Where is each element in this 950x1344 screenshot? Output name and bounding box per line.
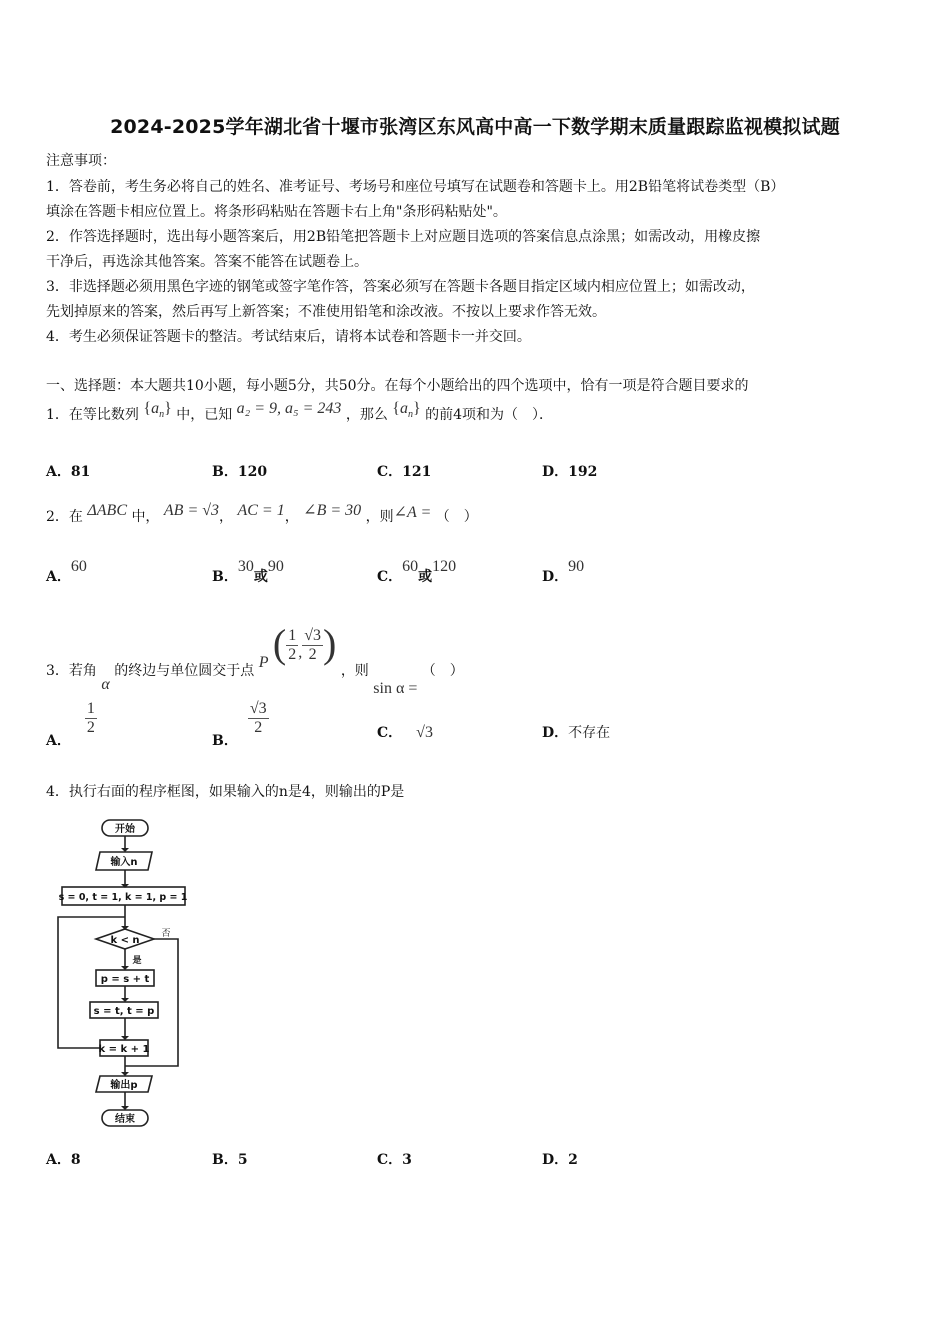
q2-option-c[interactable]: C．60或120 <box>377 558 457 585</box>
q4-option-b[interactable]: B．5 <box>212 1152 248 1168</box>
q1-option-b[interactable]: B．120 <box>212 464 268 480</box>
q3-option-a[interactable]: A． $\frac{1}{2}$ <box>46 700 95 749</box>
q1-text-1: 在等比数列 <box>68 407 139 423</box>
flow-step1-text: p = s + t <box>100 974 150 985</box>
q2-option-b[interactable]: B．30或90 <box>212 558 284 585</box>
flowchart <box>52 812 202 1132</box>
q3-text-1: 若角 <box>68 663 97 679</box>
q2-number: 2． <box>46 509 69 525</box>
notice-heading: 注意事项： <box>46 153 116 169</box>
q3-paren-right: ) <box>323 621 337 666</box>
flow-input-text: 输入n <box>110 857 138 868</box>
flow-no-text: 否 <box>161 929 171 939</box>
q1-text-2: 中，已知 <box>176 407 233 423</box>
q1-option-d[interactable]: D．192 <box>542 464 598 480</box>
q1-number: 1． <box>46 407 69 423</box>
q2-sep-1: ， <box>219 509 234 525</box>
q3-comma: , <box>298 644 303 661</box>
notice-line-1b: 填涂在答题卡相应位置上。将条形码粘贴在答题卡右上角"条形码粘贴处"。 <box>46 204 507 220</box>
notice-line-2b: 干净后，再选涂其他答案。答案不能答在试题卷上。 <box>46 254 368 270</box>
question-2 <box>46 502 478 526</box>
q3-option-b[interactable]: B． $\frac{√3}{2}$ <box>212 700 267 749</box>
q1-condition: a₂ = 9, a₅ = 243 <box>236 400 342 417</box>
question-3 <box>46 612 464 697</box>
q3-point-p: P <box>258 654 269 671</box>
q2-triangle: ΔABC <box>87 502 127 519</box>
q2-ab: AB = √3 <box>163 502 220 519</box>
q2-option-d[interactable]: D．90 <box>542 558 585 585</box>
q2-text-1: 在 <box>68 509 83 525</box>
flow-step2-text: s = t, t = p <box>93 1006 155 1017</box>
q3-text-4: （ ） <box>421 663 464 679</box>
q2-angle-b: ∠B = 30 <box>303 502 362 519</box>
q1-option-c[interactable]: C．121 <box>377 464 432 480</box>
flow-step3-text: k = k + 1 <box>98 1044 150 1055</box>
section-heading: 一、选择题：本大题共10小题，每小题5分，共50分。在每个小题给出的四个选项中，恰有一项是符合题目要求的 <box>46 378 749 394</box>
flow-end-text: 结束 <box>115 1114 135 1125</box>
q3-option-c[interactable]: C． √3 <box>377 724 433 741</box>
q1-seq-1: $\{a_n\}$ <box>143 400 172 421</box>
q4-text: 执行右面的程序框图，如果输入的n是4，则输出的P是 <box>68 784 405 800</box>
q2-text-4: （ ） <box>435 509 478 525</box>
q1-text-4: 的前4项和为（ ）． <box>425 407 554 423</box>
q3-frac-2: $\frac{√3}{2}$ <box>304 626 322 663</box>
q4-option-c[interactable]: C．3 <box>377 1152 412 1168</box>
q2-sep-2: ， <box>284 509 299 525</box>
q3-text-2: 的终边与单位圆交于点 <box>114 663 255 679</box>
q4-option-a[interactable]: A．8 <box>46 1152 81 1168</box>
q2-option-a[interactable]: A．60 <box>46 558 87 585</box>
q2-text-2: 中， <box>131 509 160 525</box>
question-4 <box>46 781 404 801</box>
q3-text-3: ，则 <box>340 663 369 679</box>
q3-number: 3． <box>46 663 69 679</box>
q4-number: 4． <box>46 784 69 800</box>
notice-line-3b: 先划掉原来的答案，然后再写上新答案；不准使用铅笔和涂改液。不按以上要求作答无效。 <box>46 304 606 320</box>
notice-line-4: 4．考生必须保证答题卡的整洁。考试结束后，请将本试卷和答题卡一并交回。 <box>46 329 531 345</box>
q1-seq-2: $\{a_n\}$ <box>392 400 421 421</box>
q3-sin: sin α = <box>373 680 418 697</box>
q2-ac: AC = 1 <box>237 502 285 519</box>
q4-option-d[interactable]: D．2 <box>542 1152 578 1168</box>
notice-line-2a: 2．作答选择题时，选出每小题答案后，用2B铅笔把答题卡上对应题目选项的答案信息点涂黑；如需改动，用橡皮擦 <box>46 229 761 245</box>
q3-alpha: α <box>101 676 110 693</box>
q3-frac-1: $\frac{1}{2}$ <box>288 626 297 663</box>
q3-option-d[interactable]: D．不存在 <box>542 725 611 741</box>
q2-angle-a: ∠A = <box>393 504 432 521</box>
question-1 <box>46 400 554 426</box>
notice-line-3a: 3．非选择题必须用黑色字迹的钢笔或签字笔作答，答案必须写在答题卡各题目指定区域内相应位置上；如需改动， <box>46 279 755 295</box>
flow-init-text: s = 0, t = 1, k = 1, p = 1 <box>58 892 188 903</box>
q2-text-3: ，则 <box>365 509 394 525</box>
q1-option-a[interactable]: A．81 <box>46 464 91 480</box>
page-title: 2024-2025学年湖北省十堰市张湾区东风高中高一下数学期末质量跟踪监视模拟试题 <box>110 116 840 138</box>
flow-yes-text: 是 <box>132 956 142 966</box>
flow-start-text: 开始 <box>115 824 135 835</box>
flow-cond-text: k < n <box>110 935 140 946</box>
notice-line-1a: 1．答卷前，考生务必将自己的姓名、准考证号、考场号和座位号填写在试题卷和答题卡上。用2B铅笔将试卷类型（B） <box>46 179 785 195</box>
flow-output-text: 输出p <box>110 1080 138 1091</box>
q3-paren-left: ( <box>272 621 287 666</box>
q1-text-3: ，那么 <box>345 407 388 423</box>
